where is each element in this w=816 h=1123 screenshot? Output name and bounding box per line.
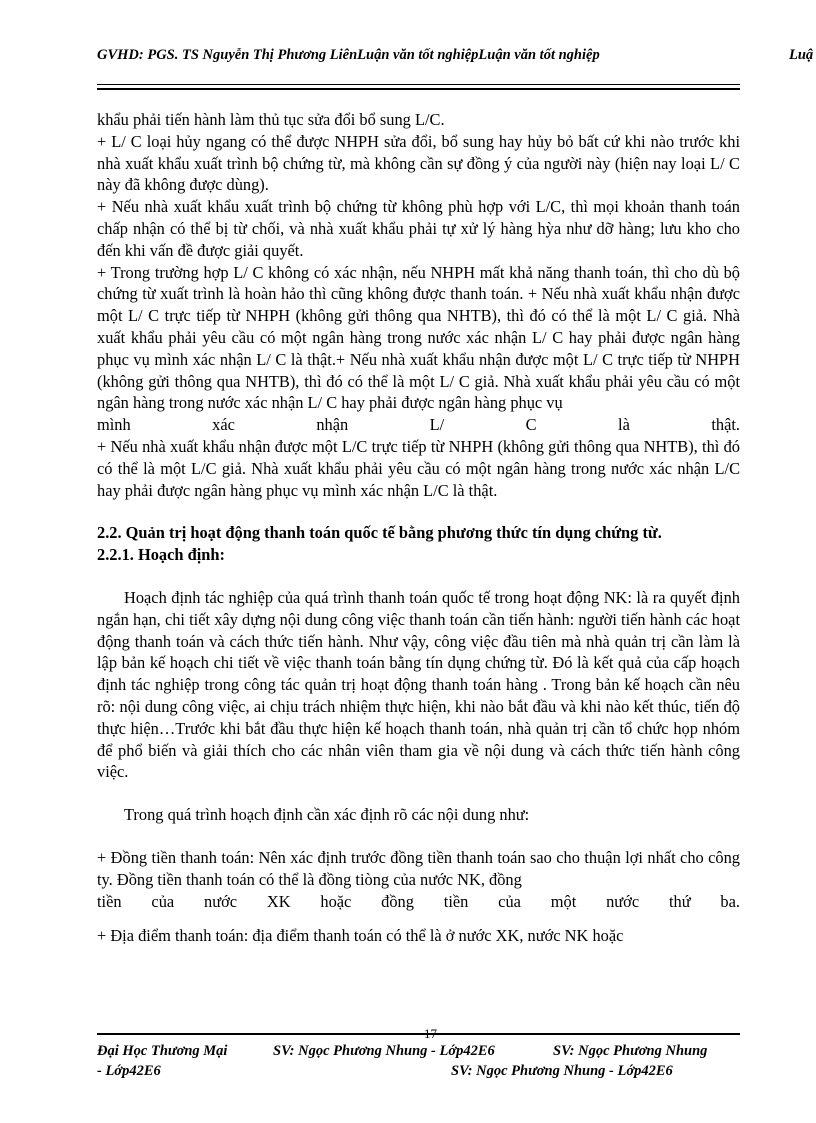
footer-class: - Lớp42E6 — [97, 1063, 161, 1079]
footer-school: Đại Học Thương Mại — [97, 1043, 228, 1059]
footer-student-2: SV: Ngọc Phương Nhung — [553, 1043, 708, 1059]
paragraph-fake-lc: + Nếu nhà xuất khẩu nhận được một L/C trực tiếp từ NHPH (không gửi thông qua NHTB), thì đó có thể là một L/C giả. Nhà xuất khẩu phải yêu cầu có một ngân hàng trong nước xác nhận L/C hay phải được ngân hàng phục vụ mình xác nhận L/C là thật. — [97, 436, 740, 500]
paragraph-unconfirmed-lc-end: mình xác nhận L/ C là thật. — [97, 415, 740, 435]
spacer — [97, 501, 740, 522]
heading-section-2-2: 2.2. Quản trị hoạt động thanh toán quốc tế bằng phương thức tín dụng chứng từ. — [97, 523, 662, 543]
page-body — [97, 109, 740, 947]
header-rule-thin — [97, 84, 740, 85]
header-rule-thick — [97, 88, 740, 90]
spacer — [97, 826, 740, 847]
paragraph-planning: Hoạch định tác nghiệp của quá trình thanh toán quốc tế trong hoạt động NK: là ra quyết định ngắn hạn, chi tiết xây dựng nội dung công việc thanh toán cần tiến hành: người tiến hành các hoạt động thanh toán và cách thức tiến hành. Như vậy, công việc đầu tiên mà nhà quản trị cần làm là lập bản kế hoạch chi tiết về việc thanh toán bằng tín dụng chứng từ. Đó là kết quả của cấp hoạch định tác nghiệp trong công tác quản trị hoạt động thanh toán hàng . Trong bản kế hoạch cần nêu rõ: nội dung công việc, ai chịu trách nhiệm thực hiện, khi nào bắt đầu và khi nào kết thúc, tiến độ thực hiện…Trước khi bắt đầu thực hiện kế hoạch thanh toán, nhà quản trị cần tổ chức họp nhóm để phổ biến và giải thích cho các nhân viên tham gia về nội dung và cách thức tiến hành công việc. — [97, 587, 740, 782]
paragraph-payment-currency: + Đồng tiền thanh toán: Nên xác định trước đồng tiền thanh toán sao cho thuận lợi nhất cho công ty. Đồng tiền thanh toán có thể là đồng tiòng của nước NK, đồng — [97, 847, 740, 889]
footer-student-3: SV: Ngọc Phương Nhung - Lớp42E6 — [451, 1063, 673, 1079]
paragraph-revocable-lc: + L/ C loại hủy ngang có thể được NHPH sửa đổi, bổ sung hay hủy bỏ bất cứ khi nào trước khi nhà xuất khẩu xuất trình bộ chứng từ, mà không cần sự đồng ý của người này (hiện nay loại L/ C này đã không được dùng). — [97, 131, 740, 195]
spacer — [97, 783, 740, 804]
paragraph-nonconforming-docs: + Nếu nhà xuất khẩu xuất trình bộ chứng từ không phù hợp với L/C, thì mọi khoản thanh toán chấp nhận có thể bị từ chối, và nhà xuất khẩu phải tự xử lý hàng hỳa như dỡ hàng; lưu kho cho đến khi vấn đề được giải quyết. — [97, 197, 740, 260]
page-header-right-fragment: Luậ — [789, 47, 814, 63]
heading-section-2-2-1: 2.2.1. Hoạch định: — [97, 545, 225, 565]
paragraph-payment-currency-end: tiền của nước XK hoặc đồng tiền của một nước thứ ba. — [97, 891, 740, 911]
spacer — [97, 566, 740, 587]
paragraph-unconfirmed-lc: + Trong trường hợp L/ C không có xác nhận, nếu NHPH mất khả năng thanh toán, thì cho dù bộ chứng từ xuất trình là hoàn hảo thì cũng không được thanh toán. + Nếu nhà xuất khẩu nhận được một L/ C trực tiếp từ NHPH (không gửi thông qua NHTB), thì đó có thể là một L/ C giả. Nhà xuất khẩu phải yêu cầu có một ngân hàng trong nước xác nhận L/ C hay phải được ngân hàng phục vụ mình xác nhận L/ C là thật.+ Nếu nhà xuất khẩu nhận được một L/ C trực tiếp từ NHPH (không gửi thông qua NHTB), thì đó có thể là một L/ C giả. Nhà xuất khẩu phải yêu cầu có một ngân hàng trong nước xác nhận L/ C hay phải được ngân hàng phục vụ — [97, 262, 740, 413]
paragraph-payment-place: + Địa điểm thanh toán: địa điểm thanh toán có thể là ở nước XK, nước NK hoặc — [97, 926, 624, 946]
paragraph-planning-intro: Trong quá trình hoạch định cần xác định rõ các nội dung như: — [124, 805, 530, 825]
page-footer — [97, 1041, 740, 1081]
paragraph-lc-amend: khẩu phải tiến hành làm thủ tục sửa đổi bổ sung L/C. — [97, 110, 445, 129]
footer-student-1: SV: Ngọc Phương Nhung - Lớp42E6 — [273, 1043, 495, 1059]
footer-rule — [97, 1033, 740, 1035]
spacer — [97, 912, 740, 925]
page-header: GVHD: PGS. TS Nguyễn Thị Phương LiênLuận văn tốt nghiệpLuận văn tốt nghiệp — [97, 47, 600, 63]
page-number: 17 — [424, 1026, 437, 1041]
